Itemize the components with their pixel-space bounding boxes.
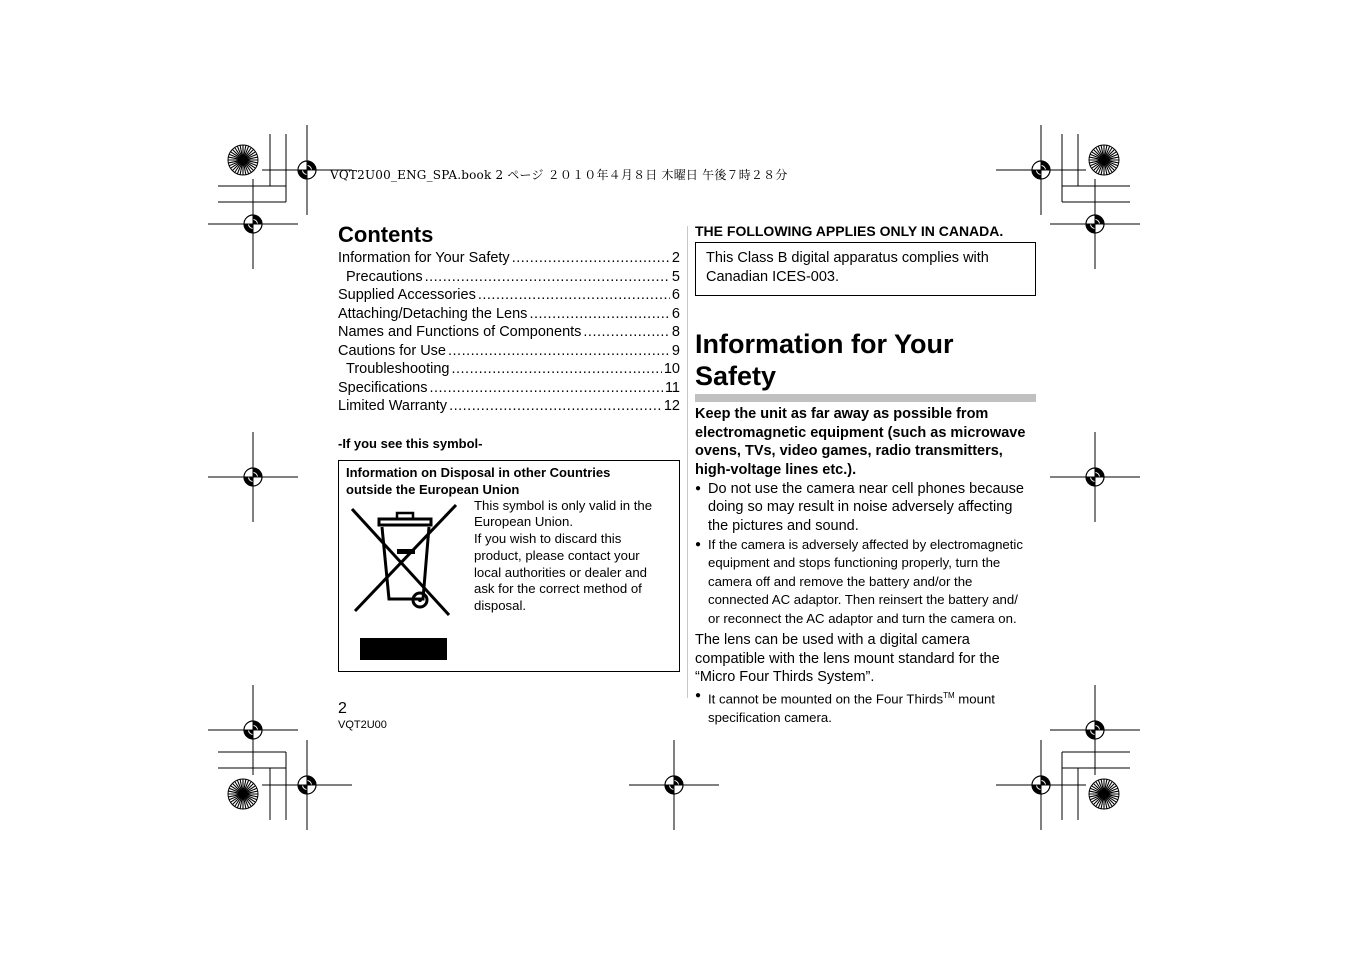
bullet-electromagnetic: ● If the camera is adversely affected by electromagnetic equipment and stops functioning properly, turn the camera off and remove the battery and/or the connected AC adaptor. Then reinsert the battery and/ or reconnect the AC adaptor and turn the camera on. bbox=[695, 536, 1036, 629]
toc-row bbox=[338, 397, 680, 416]
toc-row bbox=[338, 268, 680, 287]
column-divider bbox=[687, 226, 688, 698]
canada-compliance-box: This Class B digital apparatus complies with Canadian ICES-003. bbox=[695, 242, 1036, 296]
toc-label: Supplied Accessories bbox=[338, 287, 476, 303]
safety-title: Information for Your Safety bbox=[695, 329, 954, 391]
toc-row bbox=[338, 305, 680, 324]
toc-leader-dots bbox=[429, 379, 662, 398]
toc-label: Cautions for Use bbox=[338, 342, 446, 359]
toc-leader-dots bbox=[448, 342, 670, 361]
toc-label: Limited Warranty bbox=[338, 398, 448, 414]
toc-leader-dots bbox=[583, 323, 670, 342]
toc-leader-dots bbox=[449, 397, 662, 416]
title-underline-rule bbox=[695, 394, 1036, 402]
toc-label: Precautions bbox=[346, 268, 423, 285]
toc-leader-dots bbox=[512, 249, 670, 268]
toc-label: Troubleshooting bbox=[346, 361, 450, 377]
toc-page-number: 6 bbox=[671, 305, 680, 322]
symbol-heading: -If you see this symbol- bbox=[338, 435, 483, 451]
toc-page-number: 8 bbox=[671, 324, 680, 340]
crossed-out-wheelie-bin-icon bbox=[349, 503, 459, 623]
lens-compatibility-paragraph: The lens can be used with a digital camera compatible with the lens mount standard for the “Micro Four Thirds System”. bbox=[695, 632, 1000, 686]
toc-page-number: 6 bbox=[671, 287, 680, 303]
toc-label: Attaching/Detaching the Lens bbox=[338, 305, 528, 322]
toc-page-number: 2 bbox=[671, 250, 680, 266]
table-of-contents bbox=[338, 249, 680, 416]
toc-row bbox=[338, 342, 680, 361]
toc-row bbox=[338, 323, 680, 342]
safety-warning: Keep the unit as far away as possible from electromagnetic equipment (such as microwave ovens, TVs, video games, radio transmitters, high-voltage lines etc.). bbox=[695, 406, 1026, 478]
bullet-four-thirds: ● It cannot be mounted on the Four Thirds™ mount specification camera. bbox=[695, 687, 1036, 727]
disposal-info-box bbox=[338, 460, 680, 672]
toc-row bbox=[338, 379, 680, 398]
disposal-description: This symbol is only valid in the European Union. If you wish to discard this product, please contact your local authorities or dealer and ask for the correct method of disposal. bbox=[474, 497, 653, 614]
toc-page-number: 11 bbox=[664, 379, 680, 396]
toc-leader-dots bbox=[478, 286, 670, 305]
toc-leader-dots bbox=[529, 305, 669, 324]
file-header-line: VQT2U00_ENG_SPA.book 2 ページ ２０１０年４月８日 木曜日 午後７時２８分 bbox=[330, 168, 788, 182]
toc-row bbox=[338, 249, 680, 268]
toc-page-number: 10 bbox=[663, 361, 680, 377]
toc-label: Specifications bbox=[338, 379, 428, 396]
disposal-black-bar bbox=[360, 638, 447, 660]
toc-label: Information for Your Safety bbox=[338, 250, 510, 266]
toc-page-number: 5 bbox=[671, 268, 680, 285]
toc-leader-dots bbox=[425, 268, 670, 287]
toc-leader-dots bbox=[451, 360, 661, 379]
document-code: VQT2U00 bbox=[338, 719, 387, 731]
toc-label: Names and Functions of Components bbox=[338, 324, 582, 340]
bullet-cell-phones: ● Do not use the camera near cell phones because doing so may result in noise adversely affecting the pictures and sound. bbox=[695, 480, 1036, 535]
toc-row bbox=[338, 286, 680, 305]
toc-page-number: 9 bbox=[671, 342, 680, 359]
right-column bbox=[695, 222, 1036, 727]
toc-page-number: 12 bbox=[663, 398, 680, 414]
page-number: 2 bbox=[338, 700, 347, 717]
contents-title: Contents bbox=[338, 222, 434, 247]
toc-row bbox=[338, 360, 680, 379]
left-column bbox=[338, 222, 680, 672]
canada-heading: THE FOLLOWING APPLIES ONLY IN CANADA. bbox=[695, 223, 1004, 239]
disposal-box-title: Information on Disposal in other Countries outside the European Union bbox=[346, 464, 611, 497]
